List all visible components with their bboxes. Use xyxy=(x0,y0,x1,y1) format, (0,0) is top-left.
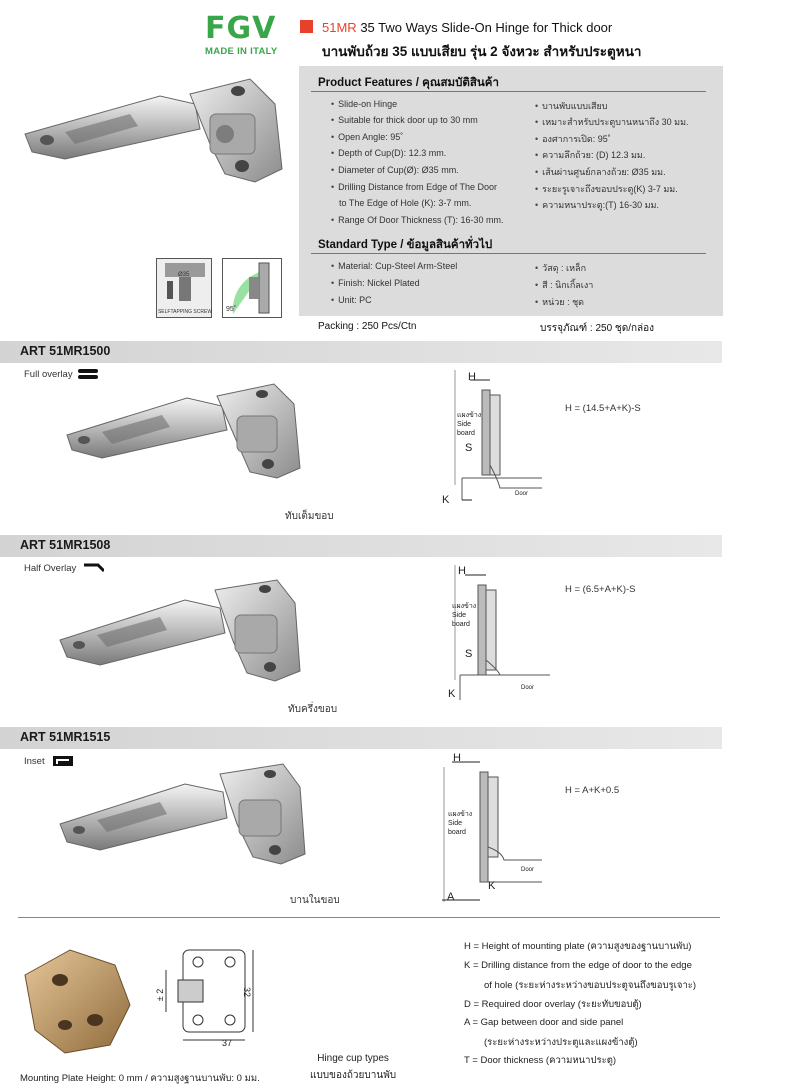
door-label: Door xyxy=(521,685,535,691)
dim-H: H xyxy=(468,371,476,383)
dim-K: K xyxy=(442,494,450,506)
side-label: Side xyxy=(452,612,467,619)
formula: H = A+K+0.5 xyxy=(565,785,620,796)
plate-adjust-dim: ± 2 xyxy=(155,988,166,1002)
cup-diameter-label: Ø35 xyxy=(178,272,190,278)
feature-th-6: • ความหนาประตู:(T) 16-30 มม. xyxy=(535,198,659,212)
installation-diagram-half-overlay xyxy=(440,565,555,715)
product-title-en: 35 Two Ways Slide-On Hinge for Thick door xyxy=(360,20,613,35)
mounting-plate-height: Mounting Plate Height: 0 mm / ความสูงฐานบานพับ: 0 มม. xyxy=(20,1073,260,1084)
legend-a: A = Gap between door and side panel xyxy=(464,1017,624,1028)
legend-d: D = Required door overlay (ระยะทับขอบตู้) xyxy=(464,999,642,1010)
plate-height-dim: 32 xyxy=(242,986,253,998)
features-rule xyxy=(311,91,706,92)
standard-th-0: • วัสดุ : เหล็ก xyxy=(535,261,586,275)
section-bar-51mr1508 xyxy=(0,535,722,557)
overlay-caption-th: ทับเต็มขอบ xyxy=(285,511,334,522)
product-features-panel xyxy=(299,66,723,316)
packing-th: บรรจุภัณฑ์ : 250 ชุด/กล่อง xyxy=(540,323,655,334)
feature-en-4: • Diameter of Cup(Ø): Ø35 mm. xyxy=(331,165,459,175)
angle-label: 95˚ xyxy=(226,306,237,313)
dim-S: S xyxy=(465,442,473,454)
section-bar-51mr1515 xyxy=(0,727,722,749)
feature-en-1: • Suitable for thick door up to 30 mm xyxy=(331,115,478,125)
dim-S: S xyxy=(465,648,473,660)
main-hinge-photo xyxy=(20,74,288,192)
door-label: Door xyxy=(521,867,535,873)
standard-en-1: • Finish: Nickel Plated xyxy=(331,278,420,288)
logo-tagline: MADE IN ITALY xyxy=(205,46,278,57)
feature-th-2: • องศาการเปิด: 95˚ xyxy=(535,132,611,146)
title-marker xyxy=(300,20,313,33)
dim-A: A xyxy=(447,891,455,903)
product-title xyxy=(322,20,612,35)
side-board-label xyxy=(452,602,476,629)
feature-th-4: • เส้นผ่านศูนย์กลางถ้วย: Ø35 มม. xyxy=(535,165,666,179)
screw-label: SELFTAPPING SCREW xyxy=(157,309,213,315)
side-board-th: แผงข้าง xyxy=(457,412,482,419)
side-board-th: แผงข้าง xyxy=(452,603,477,610)
overlay-type-label: Inset xyxy=(24,756,45,767)
feature-th-0: • บานพับแบบเสียบ xyxy=(535,99,608,113)
door-label: Door xyxy=(515,491,529,497)
formula: H = (14.5+A+K)-S xyxy=(565,403,641,414)
overlay-caption-th: บานในขอบ xyxy=(290,895,340,906)
legend-k: K = Drilling distance from the edge of door to the edge xyxy=(464,960,692,971)
feature-en-6: to The Edge of Hole (K): 3-7 mm. xyxy=(339,198,472,208)
feature-th-1: • เหมาะสำหรับประตูบานหนาถึง 30 มม. xyxy=(535,115,689,129)
cup-types-en: Hinge cup types xyxy=(317,1053,389,1064)
hinge-photo-inset xyxy=(55,762,310,867)
side-label: Side xyxy=(448,820,463,827)
feature-en-5: • Drilling Distance from Edge of The Door xyxy=(331,182,497,192)
side-label: Side xyxy=(457,421,472,428)
overlay-caption-th: ทับครึ่งขอบ xyxy=(288,704,338,715)
feature-en-2: • Open Angle: 95˚ xyxy=(331,132,403,142)
section-bar-51mr1500 xyxy=(0,341,722,363)
side-board-label xyxy=(448,810,472,837)
dim-H: H xyxy=(453,752,461,764)
feature-th-5: • ระยะรูเจาะถึงขอบประตู(K) 3-7 มม. xyxy=(535,182,678,196)
packing-en: Packing : 250 Pcs/Ctn xyxy=(318,321,417,332)
hinge-photo-half-overlay xyxy=(55,575,305,685)
overlay-type-label: Full overlay xyxy=(24,369,73,380)
standard-en-0: • Material: Cup-Steel Arm-Steel xyxy=(331,261,457,271)
standard-th-2: • หน่วย : ชุด xyxy=(535,295,584,309)
hinge-cup-types xyxy=(310,1053,396,1083)
standard-en-2: • Unit: PC xyxy=(331,295,372,305)
side-board-th: แผงข้าง xyxy=(448,811,473,818)
dim-K: K xyxy=(488,880,496,892)
dim-H: H xyxy=(458,565,466,577)
feature-en-0: • Slide-on Hinge xyxy=(331,99,397,109)
mounting-plate-photo xyxy=(20,945,135,1055)
feature-en-7: • Range Of Door Thickness (T): 16-30 mm. xyxy=(331,215,504,225)
features-heading: Product Features / คุณสมบัติสินค้า xyxy=(318,77,499,89)
legend-t: T = Door thickness (ความหนาประตู) xyxy=(464,1055,617,1066)
formula: H = (6.5+A+K)-S xyxy=(565,584,636,595)
half-overlay-icon xyxy=(84,563,104,573)
logo-mark: FGV xyxy=(205,11,277,46)
dim-K: K xyxy=(448,688,456,700)
art-number: ART 51MR1508 xyxy=(20,538,111,552)
feature-th-3: • ความลึกถ้วย: (D) 12.3 มม. xyxy=(535,148,645,162)
board-label: board xyxy=(448,829,466,836)
cup-types-th: แบบของถ้วยบานพับ xyxy=(310,1070,397,1081)
art-number: ART 51MR1515 xyxy=(20,730,111,744)
board-label: board xyxy=(457,430,475,437)
legend-k-cont: of hole (ระยะห่างระหว่างขอบประตูจนถึงขอบรูเจาะ) xyxy=(484,980,697,991)
standard-heading: Standard Type / ข้อมูลสินค้าทั่วไป xyxy=(318,239,493,251)
product-model: 51MR xyxy=(322,20,357,35)
standard-th-1: • สี : นิกเกิ้ลเงา xyxy=(535,278,593,292)
legend-a-cont: (ระยะห่างระหว่างประตูและแผงข้างตู้) xyxy=(484,1037,638,1048)
board-label: board xyxy=(452,621,470,628)
section-divider xyxy=(18,917,720,918)
legend-h: H = Height of mounting plate (ความสูงของฐานบานพับ) xyxy=(464,941,692,952)
brand-logo xyxy=(205,11,285,57)
hinge-photo-full-overlay xyxy=(62,380,307,485)
plate-width-dim: 37 xyxy=(222,1038,233,1048)
standard-rule xyxy=(311,253,706,254)
product-title-th: บานพับถ้วย 35 แบบเสียบ รุ่น 2 จังหวะ สำหรับประตูหนา xyxy=(322,44,642,59)
feature-en-3: • Depth of Cup(D): 12.3 mm. xyxy=(331,148,446,158)
overlay-type-label: Half Overlay xyxy=(24,563,77,574)
full-overlay-icon xyxy=(78,369,98,379)
art-number: ART 51MR1500 xyxy=(20,344,111,358)
side-board-label xyxy=(457,411,481,438)
